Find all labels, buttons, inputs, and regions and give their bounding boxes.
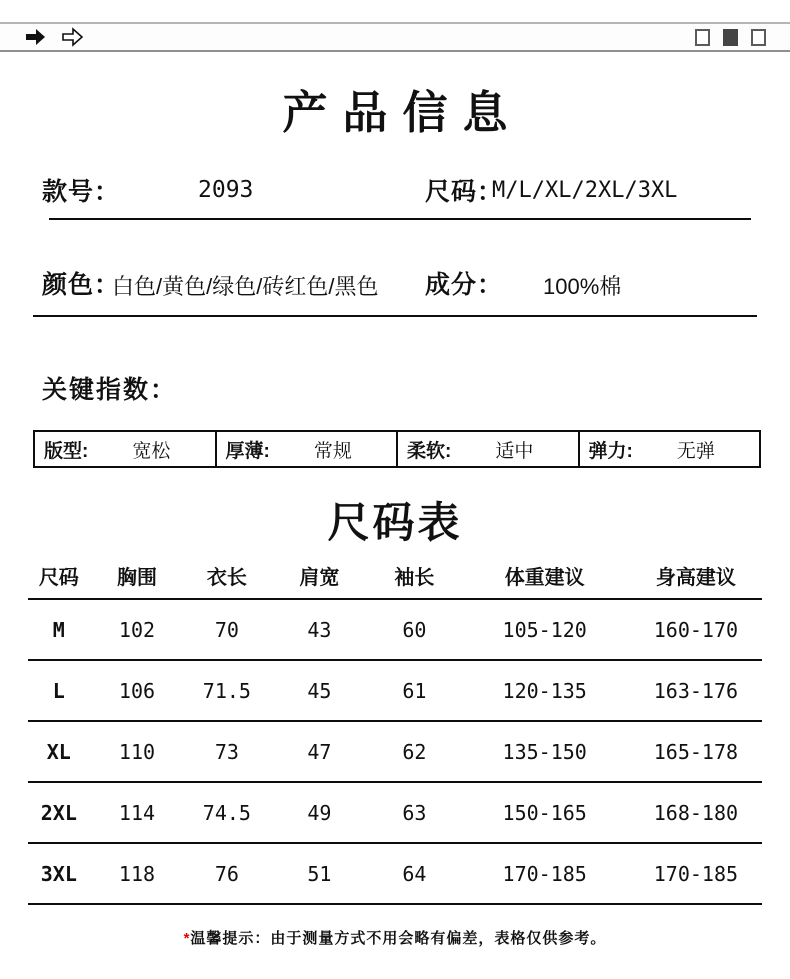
- cell-weight: 135-150: [502, 739, 587, 764]
- cell-chest: 102: [118, 617, 156, 642]
- cell-size: 2XL: [40, 800, 77, 825]
- cell-length: 74.5: [202, 800, 251, 825]
- size-chart-title: 尺码表: [327, 499, 463, 546]
- cell-shoulder: 43: [307, 617, 332, 642]
- cell-size: M: [52, 617, 65, 642]
- cell-height: 165-178: [653, 739, 739, 764]
- cell-height: 170-185: [653, 861, 739, 886]
- fit-label: 版型:: [44, 440, 89, 462]
- cell-shoulder: 45: [307, 678, 332, 703]
- color-label: 颜色：: [42, 271, 121, 299]
- thickness-value: 常规: [313, 440, 352, 462]
- cell-weight: 120-135: [502, 678, 587, 703]
- cell-weight: 170-185: [502, 861, 587, 886]
- table-row: [28, 722, 762, 783]
- key-index-cell-elasticity: [578, 432, 760, 466]
- col-header-height: 身高建议: [655, 567, 736, 589]
- elasticity-value: 无弹: [676, 440, 715, 462]
- softness-value: 适中: [495, 440, 534, 462]
- size-chart-header-row: [28, 553, 762, 600]
- cell-chest: 106: [118, 678, 156, 703]
- style-number-label: 款号：: [42, 178, 121, 206]
- toolbar-left-icons: [24, 26, 85, 48]
- col-header-weight: 体重建议: [504, 567, 585, 589]
- cell-sleeve: 60: [402, 617, 427, 642]
- fit-value: 宽松: [132, 440, 171, 462]
- page-title: 产品信息: [282, 87, 523, 138]
- thickness-label: 厚薄:: [225, 440, 270, 462]
- cell-length: 71.5: [202, 678, 251, 703]
- footer-note-text: 温馨提示：由于测量方式不用会略有偏差，表格仅供参考。: [190, 930, 607, 947]
- cell-length: 73: [214, 739, 239, 764]
- cell-chest: 110: [118, 739, 156, 764]
- cell-shoulder: 49: [307, 800, 332, 825]
- viewer-toolbar: [0, 22, 790, 52]
- col-header-shoulder: 肩宽: [299, 567, 340, 589]
- col-header-size: 尺码: [38, 567, 79, 589]
- cell-weight: 105-120: [502, 617, 587, 642]
- sizes-value: M/L/XL/2XL/3XL: [492, 178, 678, 203]
- cell-sleeve: 63: [402, 800, 427, 825]
- cell-sleeve: 61: [402, 678, 427, 703]
- col-header-length: 衣长: [206, 567, 247, 589]
- divider-line: [33, 315, 757, 317]
- page-dot-outline-icon[interactable]: [751, 29, 766, 46]
- cell-height: 163-176: [653, 678, 739, 703]
- cell-size: L: [52, 678, 65, 703]
- page-dot-outline-icon[interactable]: [695, 29, 710, 46]
- key-index-heading: 关键指数：: [42, 376, 178, 404]
- toolbar-right-icons: [695, 29, 766, 46]
- cell-sleeve: 62: [402, 739, 427, 764]
- table-row: [28, 783, 762, 844]
- col-header-chest: 胸围: [116, 567, 157, 589]
- footer-note: [0, 927, 790, 948]
- cell-size: 3XL: [40, 861, 77, 886]
- table-row: [28, 844, 762, 905]
- cell-shoulder: 51: [307, 861, 332, 886]
- color-value: 白色/黄色/绿色/砖红色/黑色: [112, 274, 379, 299]
- cell-shoulder: 47: [307, 739, 332, 764]
- page-dot-filled-icon[interactable]: [723, 29, 738, 46]
- cell-sleeve: 64: [402, 861, 427, 886]
- size-chart-table: [28, 553, 762, 905]
- cell-length: 76: [214, 861, 239, 886]
- cell-chest: 114: [118, 800, 156, 825]
- cell-height: 160-170: [653, 617, 739, 642]
- table-row: [28, 600, 762, 661]
- material-value: 100%棉: [543, 274, 622, 299]
- cell-height: 168-180: [653, 800, 739, 825]
- cell-size: XL: [46, 739, 71, 764]
- cell-length: 70: [214, 617, 239, 642]
- material-label: 成分：: [425, 271, 504, 299]
- key-index-table: [33, 430, 761, 468]
- elasticity-label: 弹力:: [588, 440, 633, 462]
- forward-arrow-outline-icon[interactable]: [61, 26, 85, 48]
- key-index-cell-softness: [396, 432, 578, 466]
- forward-arrow-filled-icon[interactable]: [24, 26, 48, 48]
- sizes-label: 尺码：: [425, 178, 504, 206]
- key-index-cell-fit: [35, 432, 215, 466]
- key-index-cell-thickness: [215, 432, 397, 466]
- softness-label: 柔软:: [407, 440, 452, 462]
- table-row: [28, 661, 762, 722]
- col-header-sleeve: 袖长: [394, 567, 435, 589]
- divider-line: [49, 218, 751, 220]
- cell-chest: 118: [118, 861, 156, 886]
- cell-weight: 150-165: [502, 800, 587, 825]
- red-asterisk: *: [183, 930, 191, 947]
- style-number-value: 2093: [198, 177, 254, 203]
